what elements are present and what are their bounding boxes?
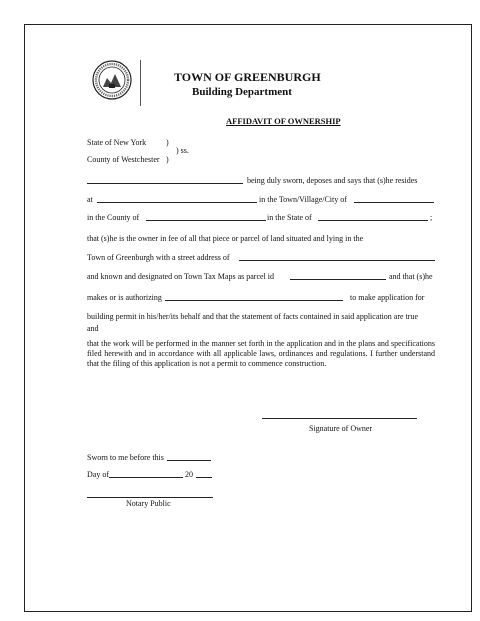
town-label: in the Town/Village/City of <box>259 195 347 204</box>
county-field[interactable] <box>146 213 266 224</box>
county-paren: ) <box>166 155 169 164</box>
year-field[interactable] <box>196 470 212 481</box>
authorizing-label: makes or is authorizing <box>87 293 162 302</box>
permit-statement: building permit in his/her/its behalf and that the statement of facts contained in said application are true <box>87 312 419 321</box>
street-label: Town of Greenburgh with a street address of <box>87 253 230 262</box>
sworn-before-label: Sworn to me before this <box>87 453 164 462</box>
signature-line[interactable] <box>262 418 417 419</box>
notary-signature-line[interactable] <box>87 497 213 498</box>
county-label: County of Westchester <box>87 155 160 164</box>
page-title: TOWN OF GREENBURGH <box>174 70 321 84</box>
parcel-label: and known and designated on Town Tax Maps as parcel id <box>87 272 274 281</box>
county-field-label: in the County of <box>87 213 140 222</box>
address-field[interactable] <box>97 195 257 206</box>
application-label: to make application for <box>350 293 425 302</box>
deponent-line[interactable] <box>87 176 243 187</box>
day-field[interactable] <box>109 470 183 481</box>
signature-label: Signature of Owner <box>309 424 373 433</box>
owner-statement: that (s)he is the owner in fee of all that piece or parcel of land situated and lying in the <box>87 234 364 243</box>
department-name: Building Department <box>192 86 292 98</box>
street-field[interactable] <box>239 253 435 264</box>
day-label: Day of <box>87 470 109 479</box>
and-that-text: and that (s)he <box>389 272 433 281</box>
state-field[interactable] <box>318 213 428 224</box>
at-label: at <box>87 195 93 204</box>
parcel-field[interactable] <box>290 272 386 283</box>
header-divider <box>140 60 141 106</box>
and-text: and <box>87 324 99 333</box>
town-seal-icon <box>92 60 132 100</box>
state-field-label: in the State of <box>267 213 312 222</box>
work-statement: that the work will be performed in the manner set forth in the application and in the plans and specifications filed herewith and in accordance with all applicable laws, ordinances and regulations. I further understand that the filing of this application is not a permit to commence construction. <box>87 339 435 368</box>
semicolon: ; <box>430 213 433 222</box>
ss-label: ) ss. <box>176 146 189 155</box>
authorizing-field[interactable] <box>165 293 343 304</box>
state-paren: ) <box>166 138 169 147</box>
year-prefix: 20 <box>185 470 193 479</box>
town-field[interactable] <box>354 195 434 206</box>
state-label: State of New York <box>87 138 147 147</box>
notary-label: Notary Public <box>126 499 171 508</box>
form-heading: AFFIDAVIT OF OWNERSHIP <box>226 116 341 126</box>
sworn-text: being duly sworn, deposes and says that (s)he resides <box>247 176 418 185</box>
sworn-day-field[interactable] <box>167 453 211 464</box>
